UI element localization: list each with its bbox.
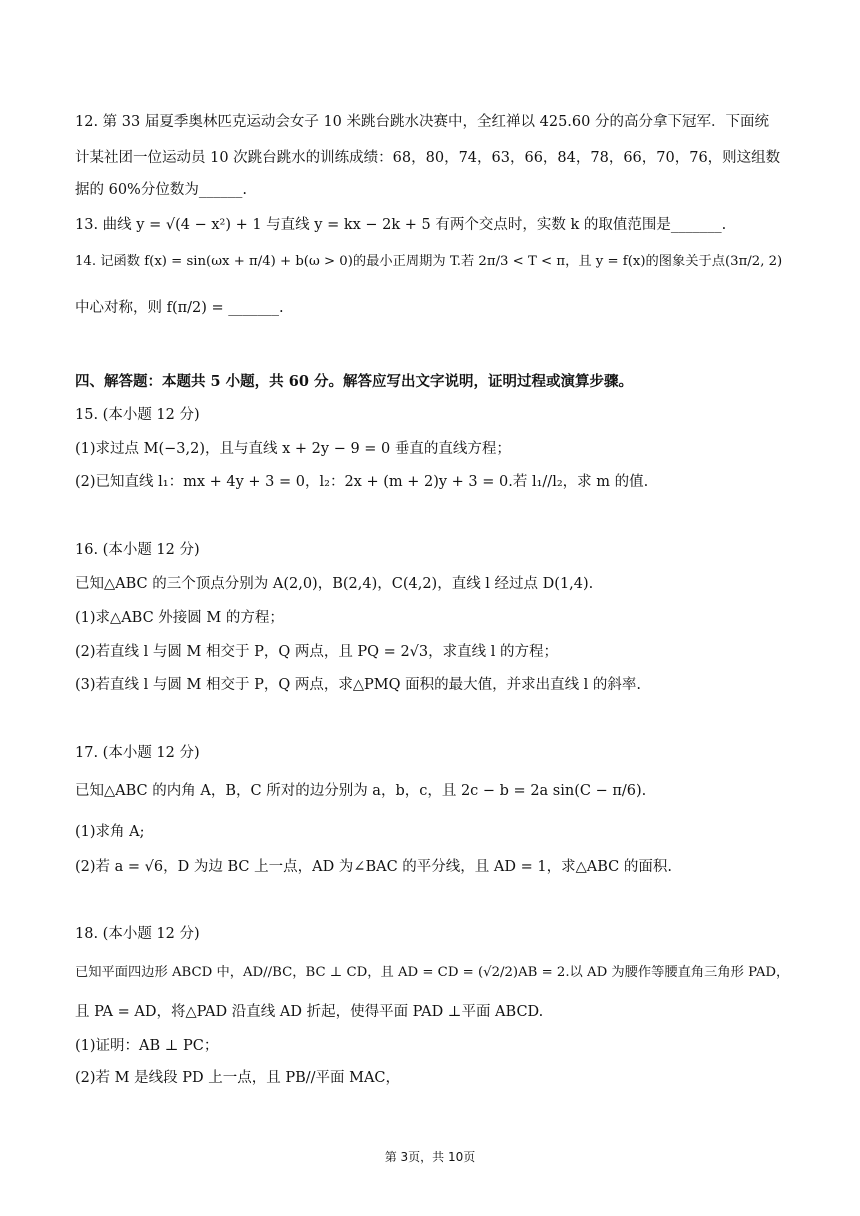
q18-part-1: (1)证明：AB ⊥ PC； (75, 1038, 219, 1054)
q16-part-3: (3)若直线 l 与圆 M 相交于 P，Q 两点，求△PMQ 面积的最大值，并求出直线 l 的斜率. (75, 677, 642, 693)
q16-stem: 已知△ABC 的三个顶点分别为 A(2,0)，B(2,4)，C(4,2)，直线 l 经过点 D(1,4). (75, 576, 594, 592)
q18-part-2: (2)若 M 是线段 PD 上一点，且 PB//平面 MAC， (75, 1070, 401, 1086)
q15-title: 15. (本小题 12 分) (75, 407, 200, 423)
q12-line-2: 计某社团一位运动员 10 次跳台跳水的训练成绩：68，80，74，63，66，84，78，66，70，76，则这组数 (75, 150, 781, 166)
q18-stem-1: 已知平面四边形 ABCD 中，AD//BC，BC ⊥ CD，且 AD = CD = (√2/2)AB = 2.以 AD 为腰作等腰直角三角形 PAD， (75, 965, 790, 980)
q17-title: 17. (本小题 12 分) (75, 745, 200, 761)
q16-title: 16. (本小题 12 分) (75, 542, 200, 558)
q16-part-2: (2)若直线 l 与圆 M 相交于 P，Q 两点，且 PQ = 2√3，求直线 l 的方程； (75, 644, 558, 660)
q12-line-1: 12. 第 33 届夏季奥林匹克运动会女子 10 米跳台跳水决赛中，全红禅以 425.60 分的高分拿下冠军．下面统 (75, 114, 769, 130)
page-footer: 第 3页，共 10页 (384, 1150, 476, 1164)
section-4-heading: 四、解答题：本题共 5 小题，共 60 分。解答应写出文字说明，证明过程或演算步骤。 (75, 373, 633, 390)
q16-part-1: (1)求△ABC 外接圆 M 的方程； (75, 610, 284, 626)
q14-line-1: 14. 记函数 f(x) = sin(ωx + π/4) + b(ω > 0)的最小正周期为 T.若 2π/3 < T < π，且 y = f(x)的图象关于点(3π/2, 2) (75, 254, 783, 269)
q13-line-1: 13. 曲线 y = √(4 − x²) + 1 与直线 y = kx − 2k + 5 有两个交点时，实数 k 的取值范围是_______. (75, 217, 727, 233)
q15-part-2: (2)已知直线 l₁：mx + 4y + 3 = 0，l₂：2x + (m + 2)y + 3 = 0.若 l₁//l₂，求 m 的值. (75, 474, 649, 490)
q17-stem: 已知△ABC 的内角 A，B，C 所对的边分别为 a，b，c，且 2c − b = 2a sin(C − π/6). (75, 783, 647, 799)
q12-line-3: 据的 60%分位数为______. (75, 182, 247, 198)
q17-part-1: (1)求角 A; (75, 824, 145, 840)
q14-line-2: 中心对称，则 f(π/2) = _______. (75, 300, 284, 316)
q18-title: 18. (本小题 12 分) (75, 926, 200, 942)
q15-part-1: (1)求过点 M(−3,2)，且与直线 x + 2y − 9 = 0 垂直的直线方程； (75, 441, 511, 457)
q17-part-2: (2)若 a = √6，D 为边 BC 上一点，AD 为∠BAC 的平分线，且 AD = 1，求△ABC 的面积. (75, 859, 672, 875)
q18-stem-2: 且 PA = AD，将△PAD 沿直线 AD 折起，使得平面 PAD ⊥平面 ABCD. (75, 1004, 544, 1020)
